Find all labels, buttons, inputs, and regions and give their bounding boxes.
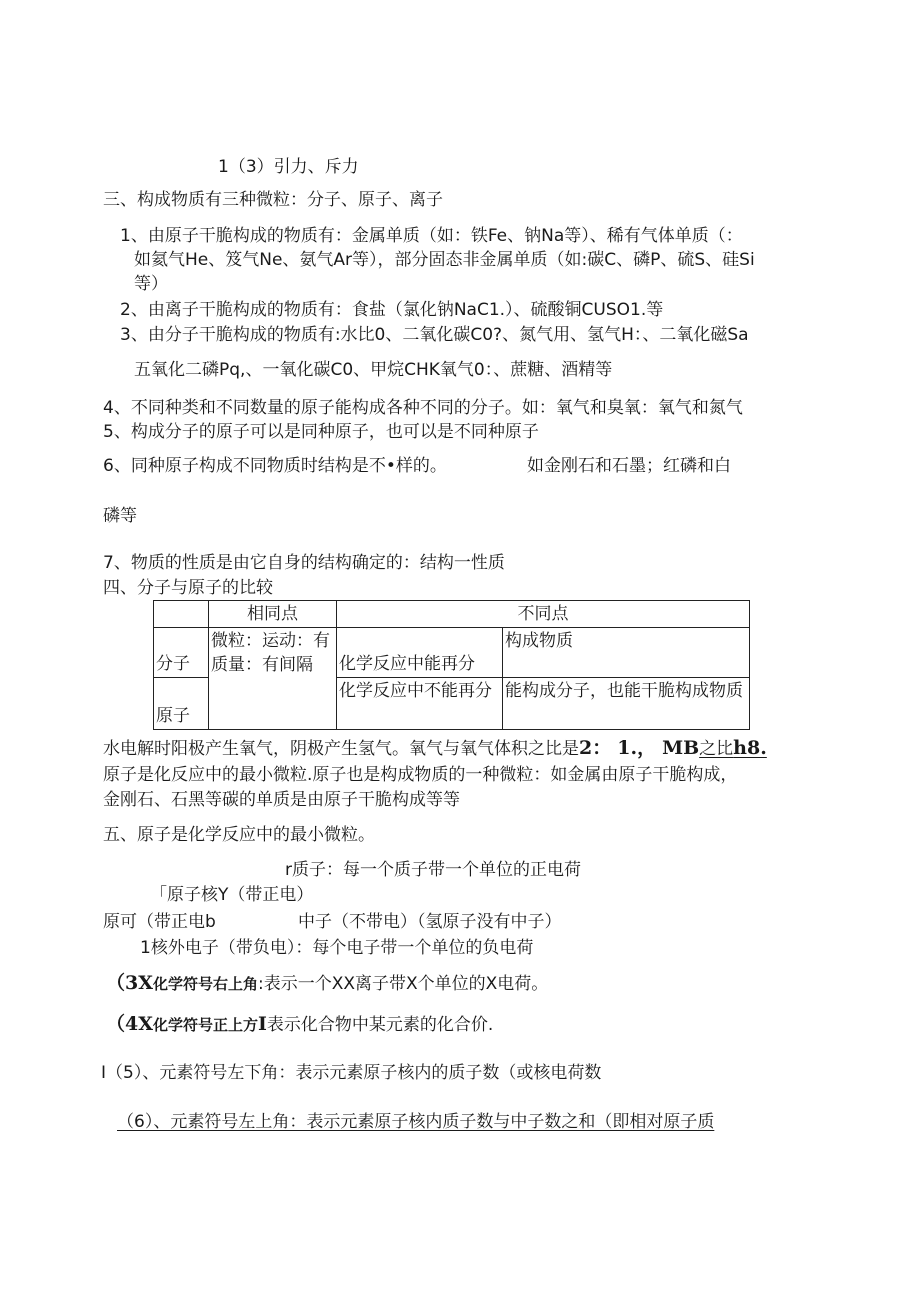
line-atom-substances-3: 等） — [134, 274, 168, 294]
line-proton: r质子：每一个质子带一个单位的正电荷 — [285, 860, 581, 880]
line-point-7: 7、物质的性质是由它自身的结构确定的：结构一性质 — [103, 553, 505, 573]
line-point-6-symbol: （6）、元素符号左上角：表示元素原子核内质子数与中子数之和（即相对原子质 — [117, 1112, 715, 1132]
atom-compose-cell: 能构成分子，也能干脆构成物质 — [503, 678, 750, 730]
line-atom-positive: 原可（带正电b — [103, 912, 216, 932]
line-point-6-left: 6、同种原子构成不同物质时结构是不•样的。 — [103, 456, 447, 476]
electrolysis-text: 水电解时阳极产生氧气，阴极产生氢气。氧气与氧气体积之比是 — [103, 739, 579, 759]
row-molecule-label: 分子 — [154, 628, 209, 678]
line-atom-substances-2: 如氦气He、笈气Ne、氨气Ar等），部分固态非金属单质（如:碳C、磷P、硫S、硅Si — [134, 250, 755, 270]
line-molecule-substances-1: 3、由分子干脆构成的物质有:水比0、二氧化碳C0?、氮气用、氢气H：、二氧化磁Sa — [120, 325, 749, 345]
line-point-4-symbol — [106, 1013, 493, 1036]
open-paren: （ — [106, 972, 126, 994]
line-point-4: 4、不同种类和不同数量的原子能构成各种不同的分子。如：氧气和臭氧：氧气和氮气 — [103, 398, 743, 418]
section-four-heading: 四、分子与原子的比较 — [103, 578, 273, 598]
line-nucleus: 「原子核Y（带正电） — [150, 885, 314, 905]
line-neutron: 中子（不带电）（氢原子没有中子） — [298, 912, 562, 932]
line-electron: 1核外电子（带负电）：每个电子带一个单位的负电荷 — [140, 938, 534, 958]
line-molecule-substances-2: 五氧化二磷Pq,、一氧化碳C0、甲烷CHK氧气0：、蔗糖、酒精等 — [134, 360, 613, 380]
line-point-5-symbol: I（5）、元素符号左下角：表示元素原子核内的质子数（或核电荷数 — [101, 1063, 602, 1083]
header-diff: 不同点 — [337, 601, 750, 628]
upper-right-desc: :表示一个XX离子带X个单位的X电荷。 — [258, 974, 549, 994]
line-point-6-cont: 磷等 — [103, 506, 137, 526]
line-point-5: 5、构成分子的原子可以是同种原子，也可以是不同种原子 — [103, 422, 539, 442]
line-atom-smallest-1: 原子是化反应中的最小微粒.原子也是构成物质的一种微粒：如金属由原子干脆构成， — [103, 765, 738, 785]
same-points-cell: 微粒：运动：有质量：有间隔 — [209, 628, 337, 730]
open-paren: （ — [106, 1013, 126, 1035]
header-same: 相同点 — [209, 601, 337, 628]
item-number-4x: 4X — [125, 1013, 153, 1035]
section-three-heading: 三、构成物质有三种微粒：分子、原子、离子 — [103, 190, 443, 210]
atom-reaction-cell: 化学反应中不能再分 — [337, 678, 503, 730]
top-center-desc: 表示化合物中某元素的化合价. — [266, 1015, 494, 1035]
section-five-heading: 五、原子是化学反应中的最小微粒。 — [103, 825, 375, 845]
item-number-3x: 3X — [125, 972, 153, 994]
line-electrolysis — [103, 737, 767, 760]
line-point-6-right: 如金刚石和石墨；红磷和白 — [527, 456, 731, 476]
line-ion-substances: 2、由离子干脆构成的物质有：食盐（氯化钠NaC1.）、硫酸铜CUSO1.等 — [120, 300, 664, 320]
table-corner-cell — [154, 601, 209, 628]
molecule-compose-cell: 构成物质 — [503, 628, 750, 678]
line-attraction-repulsion: 1（3）引力、斥力 — [218, 157, 359, 177]
upper-right-label: 化学符号右上角 — [152, 975, 258, 993]
ratio-two: 2： — [579, 737, 612, 759]
top-center-label: 化学符号正上方 — [152, 1016, 258, 1034]
mass-ratio-text: 之比 — [699, 739, 734, 759]
line-point-3-symbol — [106, 972, 548, 995]
row-atom-label: 原子 — [154, 678, 209, 730]
mass-label: MB — [662, 737, 700, 759]
mass-ratio-value: h8. — [733, 737, 767, 759]
molecule-reaction-cell: 化学反应中能再分 — [337, 628, 503, 678]
comparison-table — [153, 600, 750, 730]
line-atom-smallest-2: 金刚石、石黑等碳的单质是由原子干脆构成等等 — [103, 790, 460, 810]
ratio-one: 1.， — [617, 737, 657, 759]
bar-mark: I — [258, 1013, 267, 1035]
line-atom-substances-1: 1、由原子干脆构成的物质有：金属单质（如：铁Fe、钠Na等）、稀有气体单质（： — [120, 226, 743, 246]
